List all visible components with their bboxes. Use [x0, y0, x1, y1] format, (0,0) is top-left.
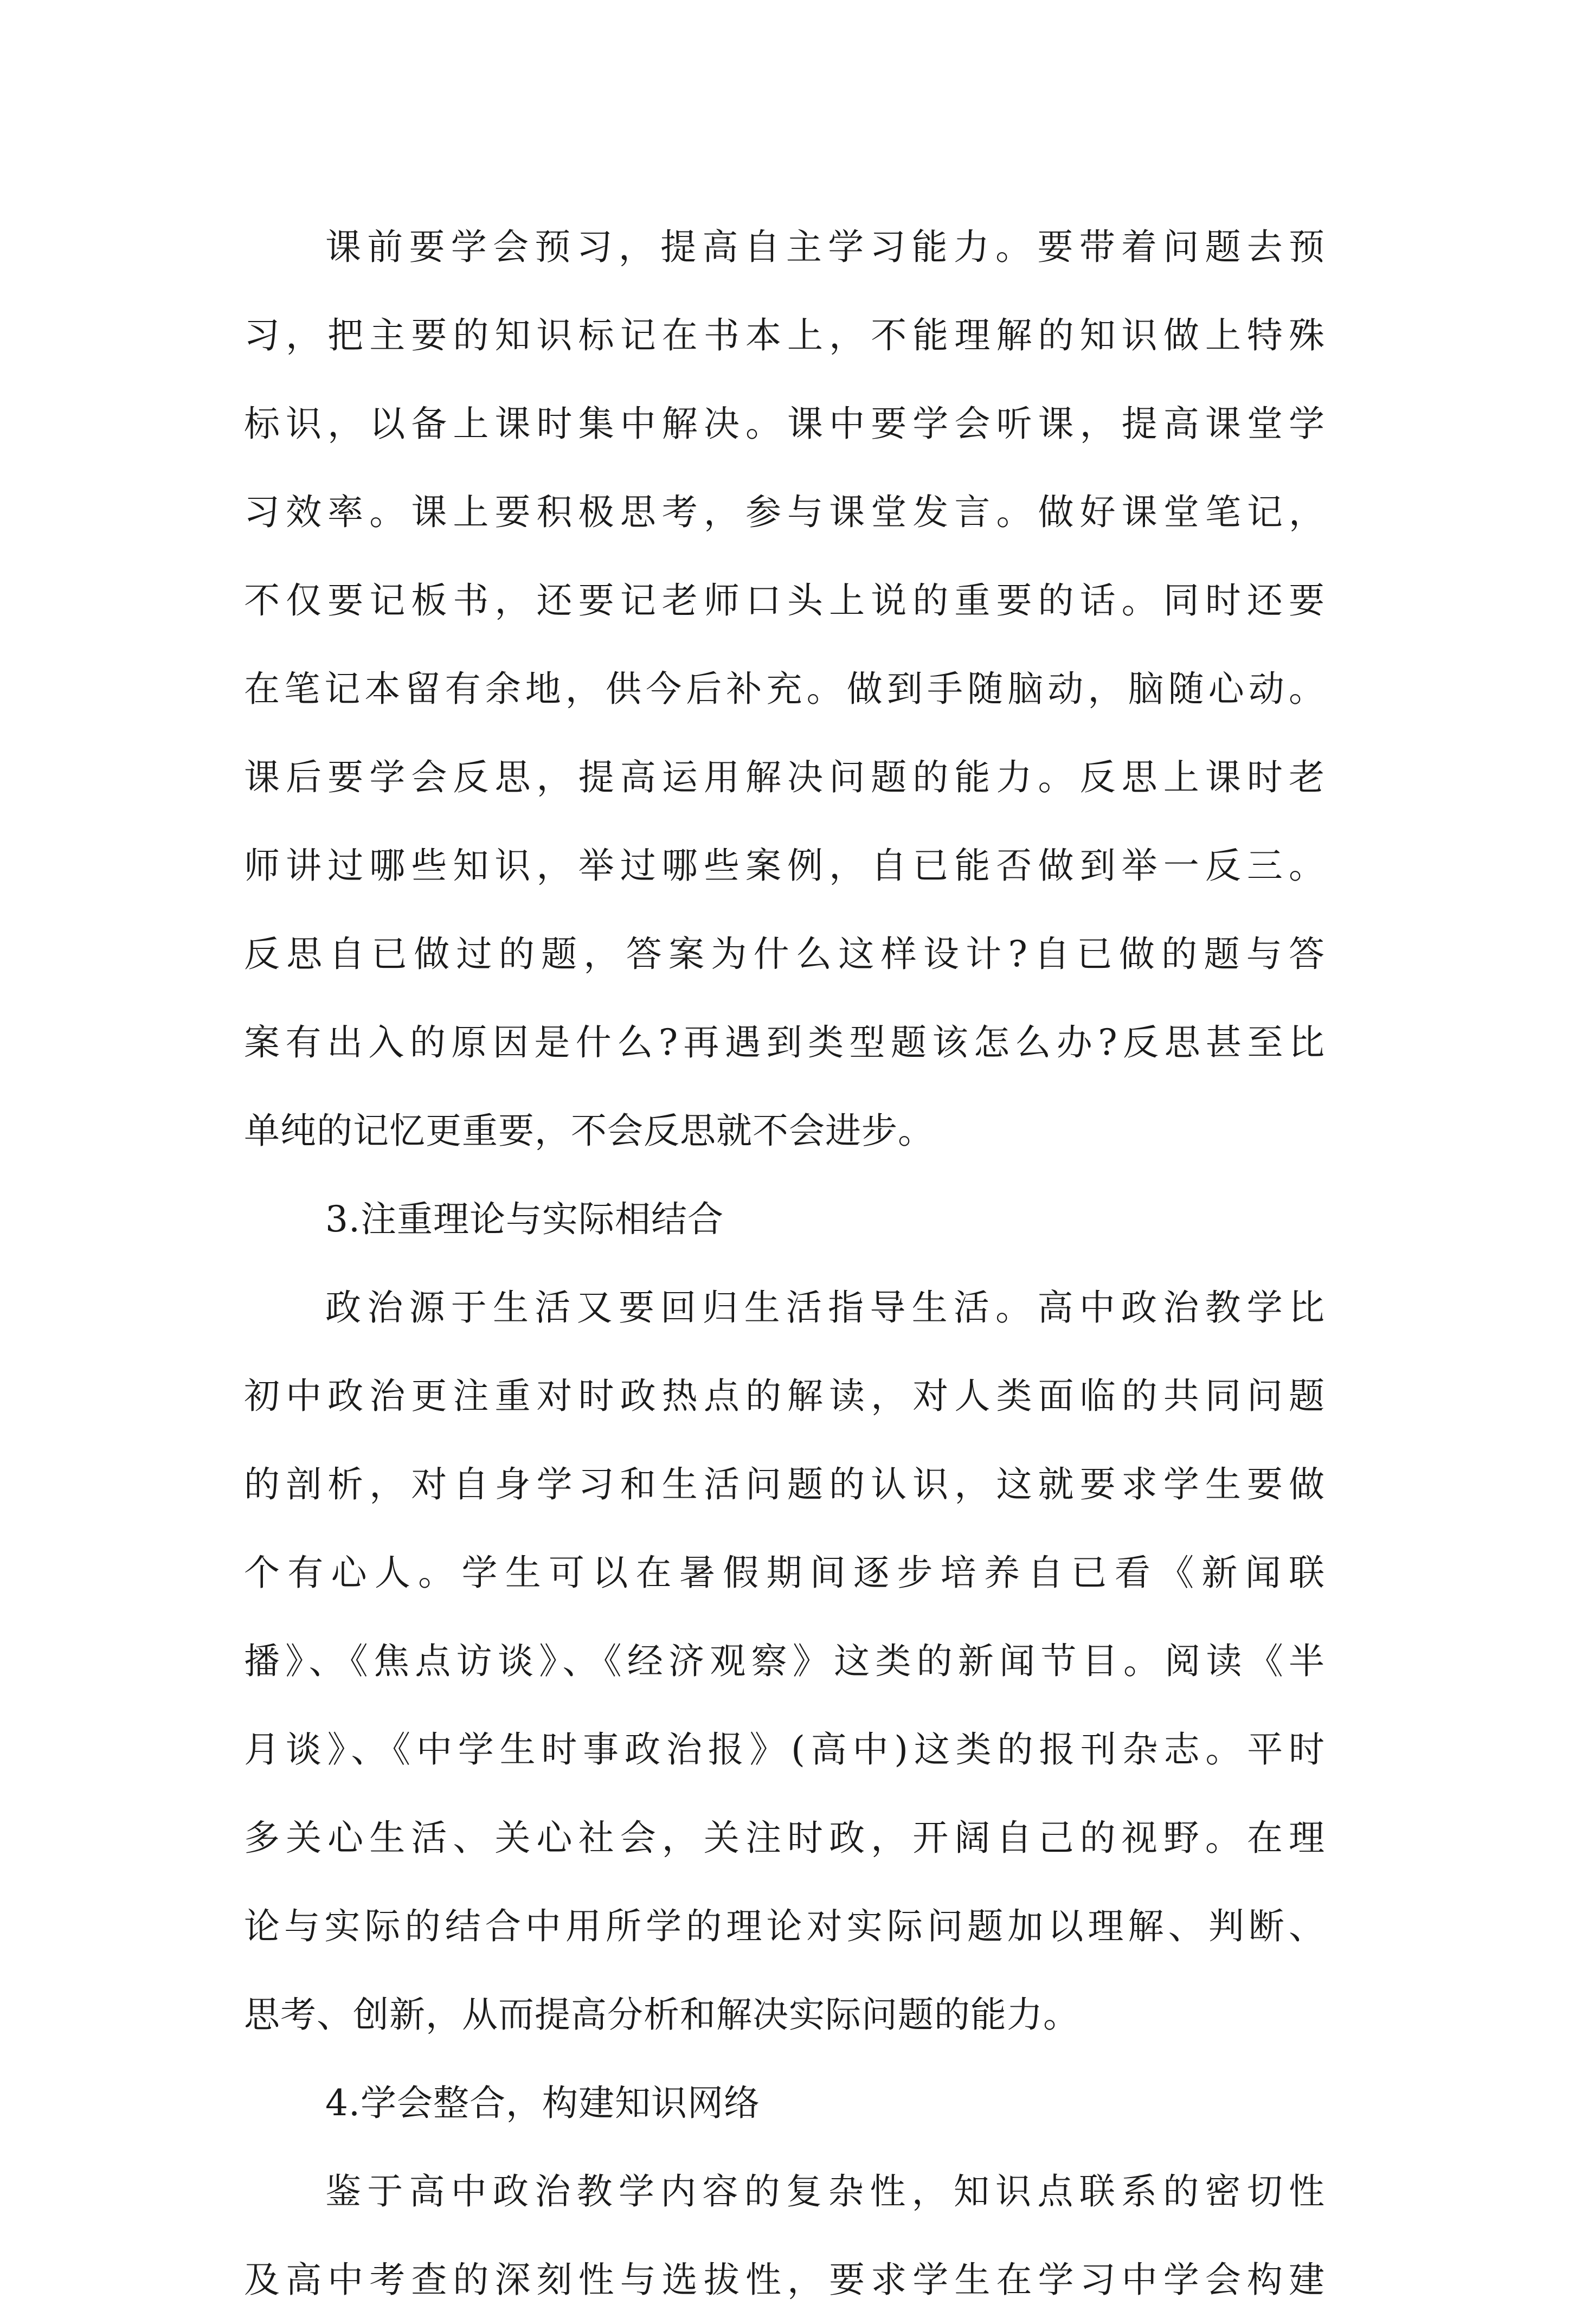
paragraph-line: 标识，以备上课时集中解决。课中要学会听课，提高课堂学 [244, 403, 1325, 445]
paragraph-line: 论与实际的结合中用所学的理论对实际问题加以理解、判断、 [244, 1905, 1325, 1947]
paragraph-line: 课后要学会反思，提高运用解决问题的能力。反思上课时老 [244, 756, 1325, 798]
paragraph-line: 鉴于高中政治教学内容的复杂性，知识点联系的密切性 [325, 2171, 1325, 2212]
paragraph-line: 的剖析，对自身学习和生活问题的认识，这就要求学生要做 [244, 1463, 1325, 1505]
paragraph-line: 习，把主要的知识标记在书本上，不能理解的知识做上特殊 [244, 314, 1325, 356]
paragraph-line: 播》、《焦点访谈》、《经济观察》这类的新闻节目。阅读《半 [244, 1640, 1325, 1682]
paragraph-line: 反思自已做过的题，答案为什么这样设计?自已做的题与答 [244, 933, 1325, 975]
paragraph-line: 课前要学会预习，提高自主学习能力。要带着问题去预 [325, 226, 1325, 268]
body-text [244, 203, 1325, 2324]
paragraph-line: 师讲过哪些知识，举过哪些案例，自已能否做到举一反三。 [244, 845, 1325, 887]
paragraph-line: 多关心生活、关心社会，关注时政，开阔自己的视野。在理 [244, 1817, 1325, 1859]
paragraph-line: 个有心人。学生可以在暑假期间逐步培养自已看《新闻联 [244, 1552, 1325, 1594]
paragraph-line: 思考、创新，从而提高分析和解决实际问题的能力。 [244, 1994, 1079, 2036]
paragraph-line: 月谈》、《中学生时事政治报》(高中)这类的报刊杂志。平时 [244, 1729, 1325, 1770]
paragraph-line: 习效率。课上要积极思考，参与课堂发言。做好课堂笔记， [244, 491, 1325, 533]
paragraph-line: 不仅要记板书，还要记老师口头上说的重要的话。同时还要 [244, 580, 1325, 621]
paragraph-line: 案有出入的原因是什么?再遇到类型题该怎么办?反思甚至比 [244, 1022, 1325, 1063]
paragraph-line: 政治源于生活又要回归生活指导生活。高中政治教学比 [325, 1287, 1325, 1328]
paragraph-line: 在笔记本留有余地，供今后补充。做到手随脑动，脑随心动。 [244, 668, 1325, 710]
section-heading: 3.注重理论与实际相结合 [325, 1198, 724, 1240]
paragraph-line: 初中政治更注重对时政热点的解读，对人类面临的共同问题 [244, 1375, 1325, 1417]
paragraph-line: 及高中考查的深刻性与选拔性，要求学生在学习中学会构建 [244, 2259, 1325, 2301]
paragraph-line: 单纯的记忆更重要，不会反思就不会进步。 [244, 1110, 934, 1152]
section-heading: 4.学会整合，构建知识网络 [325, 2082, 760, 2124]
